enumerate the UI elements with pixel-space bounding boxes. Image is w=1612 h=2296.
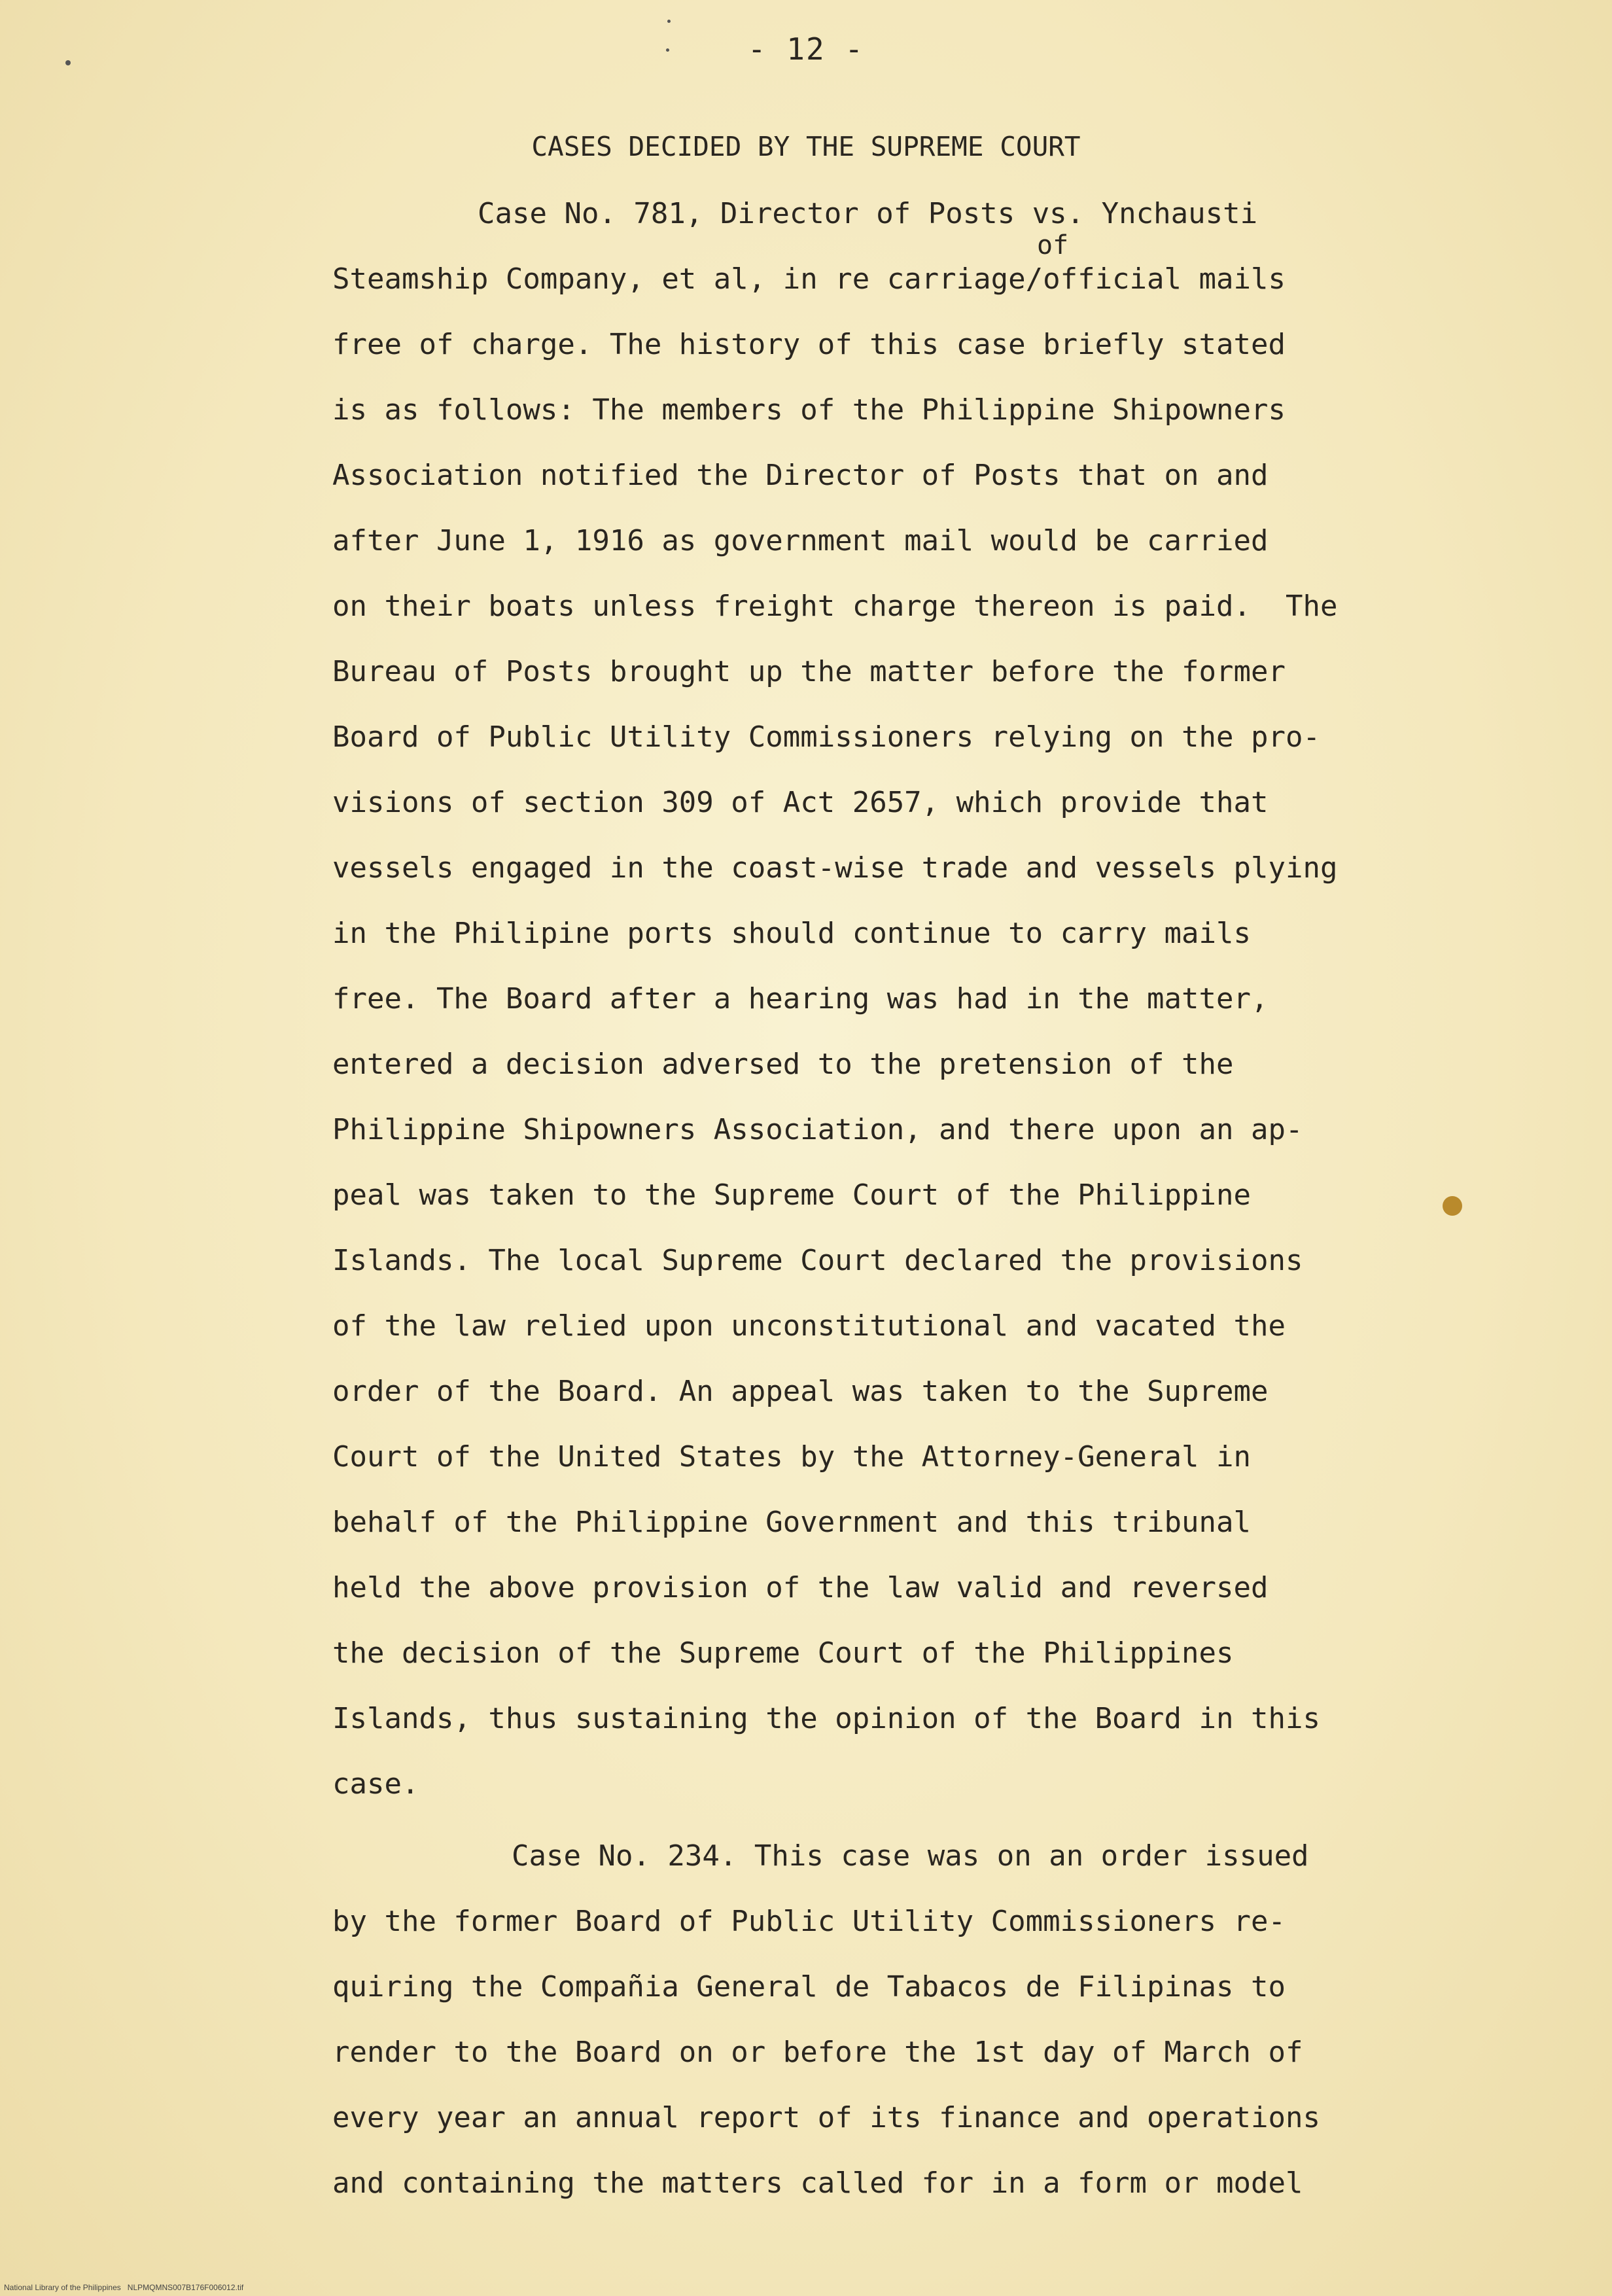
text-line: Islands, thus sustaining the opinion of the Board in this: [332, 1702, 1320, 1735]
text-line: visions of section 309 of Act 2657, which provide that: [332, 786, 1269, 819]
text-line: quiring the Compañia General de Tabacos de Filipinas to: [332, 1970, 1286, 2004]
text-line: every year an annual report of its finance and operations: [332, 2101, 1320, 2134]
text-line: the decision of the Supreme Court of the Philippines: [332, 1636, 1234, 1670]
text-line: on their boats unless freight charge thereon is paid. The: [332, 590, 1338, 623]
archive-footer: National Library of the Philippines NLPMQMNS007B176F006012.tif: [4, 2283, 244, 2292]
paper-stain: [1443, 1196, 1462, 1216]
text-line: behalf of the Philippine Government and this tribunal: [332, 1506, 1251, 1539]
text-line: Bureau of Posts brought up the matter before the former: [332, 655, 1286, 688]
text-line: in the Philipine ports should continue to carry mails: [332, 917, 1251, 950]
text-line: Court of the United States by the Attorney-General in: [332, 1440, 1251, 1474]
text-line: Islands. The local Supreme Court declared the provisions: [332, 1244, 1303, 1277]
text-line: order of the Board. An appeal was taken to the Supreme: [332, 1375, 1269, 1408]
interlinear-insert: of: [1037, 230, 1069, 260]
text-line: Board of Public Utility Commissioners relying on the pro-: [332, 720, 1320, 754]
paper-speck: [666, 48, 669, 52]
page-number: - 12 -: [747, 31, 865, 67]
text-line: case.: [332, 1767, 419, 1801]
text-line: render to the Board on or before the 1st day of March of: [332, 2036, 1303, 2069]
text-line: Case No. 781, Director of Posts vs. Ynchausti: [478, 197, 1258, 230]
text-line: free. The Board after a hearing was had in the matter,: [332, 982, 1269, 1016]
text-line: peal was taken to the Supreme Court of the Philippine: [332, 1178, 1251, 1212]
section-heading: CASES DECIDED BY THE SUPREME COURT: [531, 131, 1081, 162]
text-line: Association notified the Director of Posts that on and: [332, 459, 1269, 492]
text-line: free of charge. The history of this case briefly stated: [332, 328, 1286, 361]
text-line: of the law relied upon unconstitutional and vacated the: [332, 1309, 1286, 1343]
text-line: by the former Board of Public Utility Commissioners re-: [332, 1905, 1286, 1938]
text-line: Philippine Shipowners Association, and there upon an ap-: [332, 1113, 1303, 1146]
text-line: held the above provision of the law valid and reversed: [332, 1571, 1269, 1604]
text-line: vessels engaged in the coast-wise trade and vessels plying: [332, 851, 1338, 885]
paper-speck: [667, 20, 671, 23]
text-line: Case No. 234. This case was on an order issued: [512, 1839, 1309, 1873]
text-line: after June 1, 1916 as government mail would be carried: [332, 524, 1269, 557]
text-line: entered a decision adversed to the pretension of the: [332, 1048, 1234, 1081]
text-line: Steamship Company, et al, in re carriage/official mails: [332, 262, 1286, 296]
text-line: and containing the matters called for in a form or model: [332, 2166, 1303, 2200]
paper-speck: [65, 60, 71, 65]
text-line: is as follows: The members of the Philippine Shipowners: [332, 393, 1286, 427]
